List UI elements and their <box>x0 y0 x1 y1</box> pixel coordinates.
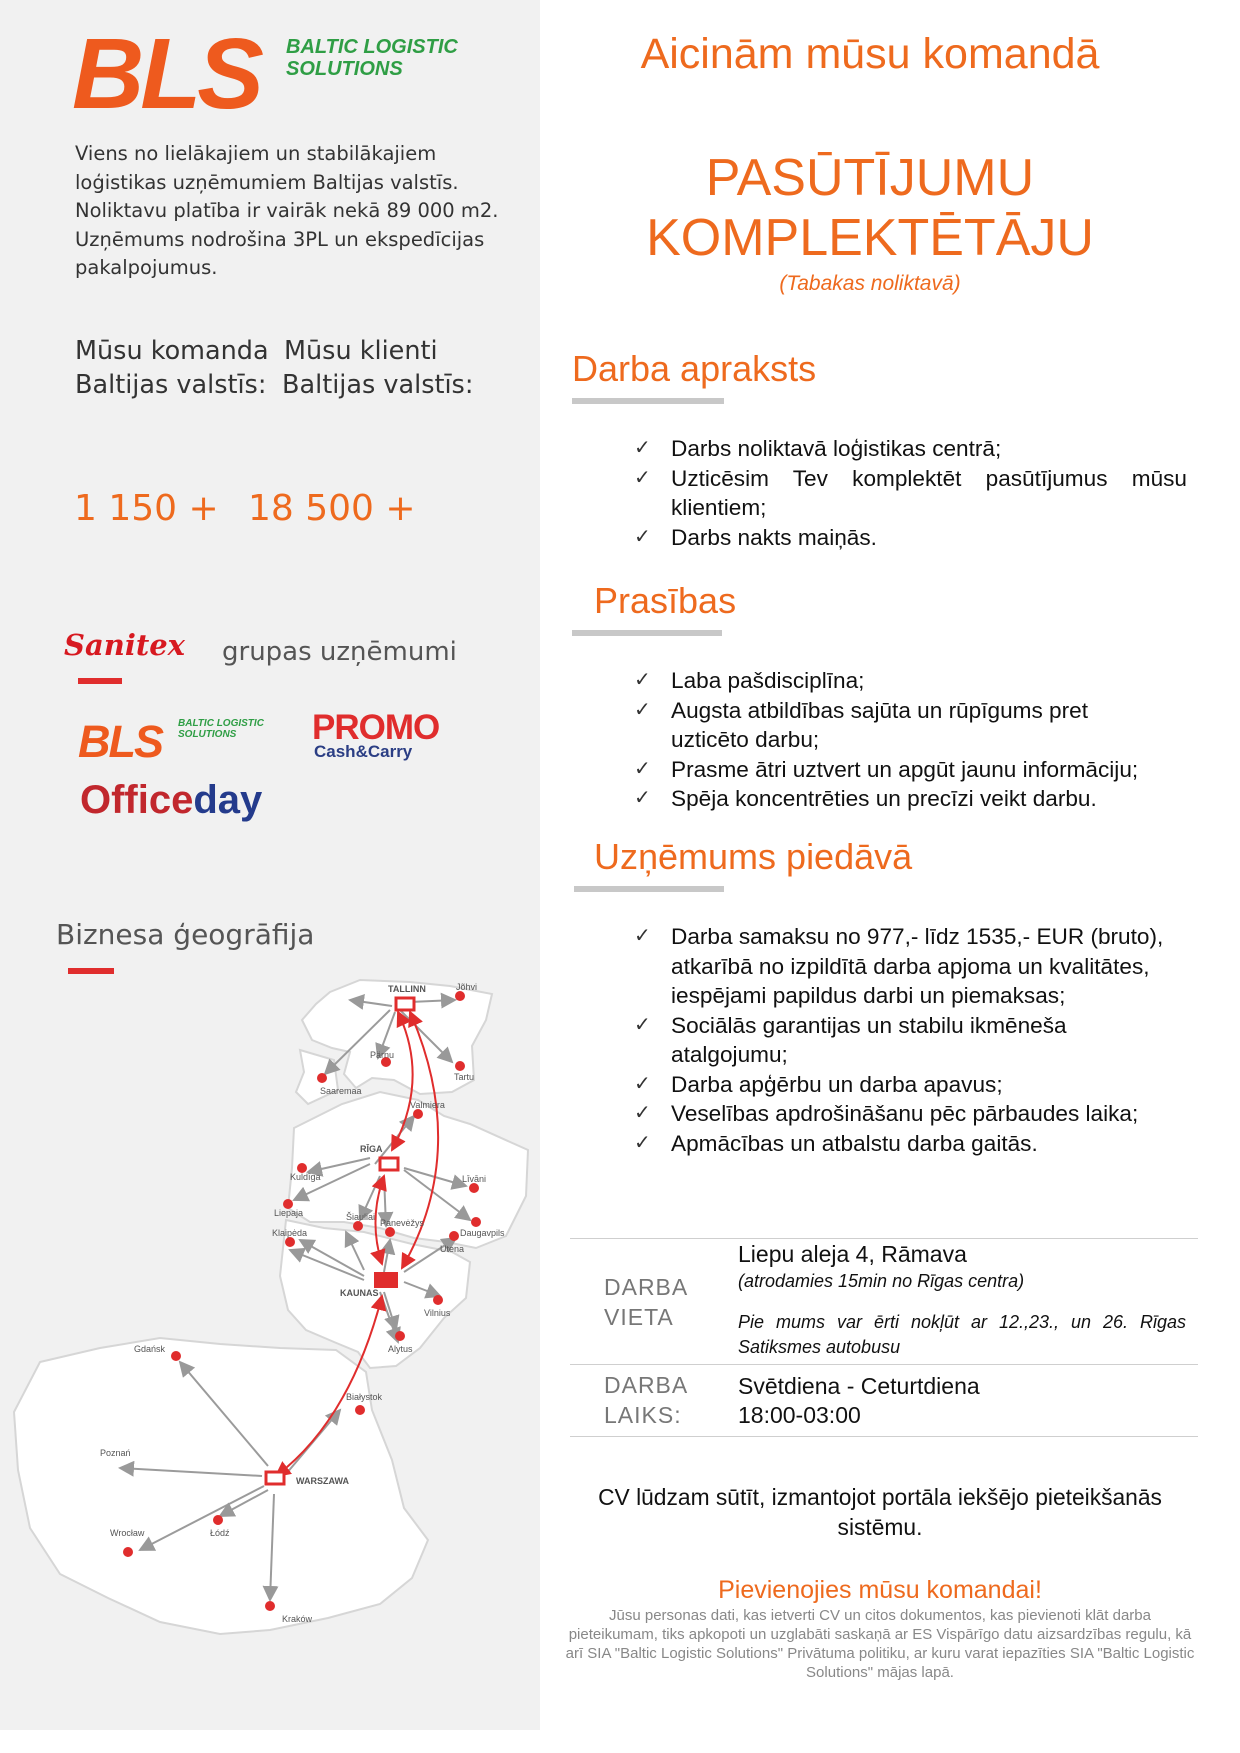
poland-shape <box>14 1338 428 1634</box>
bls-logo: BLS <box>72 18 260 130</box>
check-icon: ✓ <box>634 466 651 489</box>
bls-logo-subtitle: BALTIC LOGISTIC SOLUTIONS <box>286 36 458 80</box>
svg-text:Daugavpils: Daugavpils <box>460 1228 505 1238</box>
officeday-logo: Officeday <box>80 778 263 822</box>
section-divider <box>572 630 722 636</box>
check-icon: ✓ <box>634 757 651 780</box>
check-icon: ✓ <box>634 1131 651 1154</box>
svg-text:Wrocław: Wrocław <box>110 1528 145 1538</box>
workplace-label: DARBA VIETA <box>604 1274 689 1330</box>
check-icon: ✓ <box>634 1102 651 1124</box>
list-item: ✓ Augsta atbildības sajūta un rūpīgums pret uzticēto darbu; <box>634 697 1088 752</box>
cv-instructions: CV lūdzam sūtīt, izmantojot portāla iekšējo pieteikšanās sistēmu. <box>598 1484 1162 1540</box>
list-item: ✓ Darbs nakts maiņās. <box>634 523 1187 553</box>
svg-text:Pärnu: Pärnu <box>370 1050 395 1060</box>
page-title: Aicinām mūsu komandā <box>640 30 1100 78</box>
svg-text:RĪGA: RĪGA <box>360 1144 383 1154</box>
offer-list <box>634 922 1174 1158</box>
company-intro: Viens no lielākajiem un stabilākajiem loģistikas uzņēmumiem Baltijas valstīs. Noliktavu platība ir vairāk nekā 89 000 m2. Uzņēmums nodrošina 3PL un ekspedīcijas pakalpojumus. <box>75 142 499 279</box>
check-icon: ✓ <box>634 437 651 459</box>
worktime-details: Svētdiena - Ceturtdiena 18:00-03:00 <box>738 1373 980 1428</box>
section-heading-job-description: Darba apraksts <box>572 348 817 389</box>
check-icon: ✓ <box>634 698 651 721</box>
job-description-list <box>634 434 1187 552</box>
geography-title: Biznesa ģeogrāfija <box>56 918 315 951</box>
list-item: ✓ Prasme ātri uztvert un apgūt jaunu informāciju; <box>634 755 1194 785</box>
kaunas-hub <box>374 1272 398 1288</box>
svg-text:Šiauliai: Šiauliai <box>346 1212 376 1222</box>
clients-stat-value: 18 500 + <box>248 488 416 529</box>
svg-text:Panevėžys: Panevėžys <box>380 1218 425 1228</box>
svg-text:Jõhvi: Jõhvi <box>456 982 478 992</box>
list-item: ✓ Darba samaksu no 977,- līdz 1535,- EUR (bruto), atkarībā no izpildītā darba apjoma un kvalitātes, iespējami papildus darbi un piemaksas; <box>634 924 1164 1008</box>
riga-hub <box>380 1158 398 1170</box>
bls-company-logo: BLS <box>78 716 162 767</box>
section-heading-offer: Uzņēmums piedāvā <box>594 836 913 877</box>
svg-text:Liepaja: Liepaja <box>274 1208 304 1218</box>
sanitex-logo: Sanitex <box>64 628 185 662</box>
position-title: PASŪTĪJUMU KOMPLEKTĒTĀJU <box>646 149 1094 267</box>
svg-text:KAUNAS: KAUNAS <box>340 1288 379 1298</box>
check-icon: ✓ <box>634 787 651 809</box>
list-item: ✓ Spēja koncentrēties un precīzi veikt darbu. <box>634 784 1194 814</box>
check-icon: ✓ <box>634 1013 651 1036</box>
team-stat-value: 1 150 + <box>74 488 219 529</box>
check-icon: ✓ <box>634 925 651 947</box>
svg-text:Alytus: Alytus <box>388 1344 413 1354</box>
list-item: ✓ Darbs noliktavā loģistikas centrā; <box>634 434 1187 464</box>
bls-company-logo-subtitle: BALTIC LOGISTIC SOLUTIONS <box>178 718 264 740</box>
svg-text:TALLINN: TALLINN <box>388 984 426 994</box>
svg-text:Klaipėda: Klaipėda <box>272 1228 308 1238</box>
workplace-details: Liepu aleja 4, Rāmava (atrodamies 15min no Rīgas centra) Pie mums var ērti nokļūt ar 12.,23., un 26. Rīgas Satiksmes autobusu <box>738 1241 1186 1357</box>
check-icon: ✓ <box>634 525 651 548</box>
table-divider <box>570 1364 1198 1365</box>
red-divider <box>78 678 122 684</box>
svg-text:Saaremaa: Saaremaa <box>320 1086 362 1096</box>
warszawa-hub <box>266 1472 284 1484</box>
svg-text:Tartu: Tartu <box>454 1072 475 1082</box>
team-stat-label: Mūsu komanda Baltijas valstīs: <box>75 336 269 400</box>
promo-logo-subtitle: Cash&Carry <box>314 742 413 761</box>
clients-stat-label: Mūsu klienti Baltijas valstīs: <box>282 336 474 400</box>
list-item: ✓ Apmācības un atbalstu darba gaitās. <box>634 1129 1174 1159</box>
promo-logo: PROMO <box>312 708 440 747</box>
svg-text:Białystok: Białystok <box>346 1392 383 1402</box>
worktime-label: DARBA LAIKS: <box>604 1372 689 1428</box>
svg-text:Utena: Utena <box>440 1244 465 1254</box>
requirements-list <box>634 666 1194 814</box>
table-divider <box>570 1238 1198 1239</box>
svg-text:Līvāni: Līvāni <box>462 1174 487 1184</box>
svg-text:WARSZAWA: WARSZAWA <box>296 1476 349 1486</box>
privacy-notice: Jūsu personas dati, kas ietverti CV un citos dokumentos, kas pievienoti klāt darba pieteikumam, tiks apkopoti un uzglabāti saskaņā ar ES Vispārīgo datu aizsardzības regulu, kā arī SIA "Baltic Logistic Solutions" Privātuma politiku, ar kuru varat iepazīties SIA "Baltic Logistic Solutions" mājas lapā. <box>565 1607 1195 1681</box>
group-companies-label: grupas uzņēmumi <box>222 637 457 667</box>
list-item: ✓ Sociālās garantijas un stabilu ikmēneša atalgojumu; <box>634 1012 1067 1067</box>
section-heading-requirements: Prasības <box>594 580 737 621</box>
business-map <box>0 960 540 1640</box>
list-item: ✓ Uzticēsim Tev komplektēt pasūtījumus mūsu klientiem; <box>634 465 1187 520</box>
svg-text:Kuldīga: Kuldīga <box>290 1172 321 1182</box>
tallinn-hub <box>396 998 414 1010</box>
table-divider <box>570 1436 1198 1437</box>
join-team-cta: Pievienojies mūsu komandai! <box>718 1576 1042 1604</box>
check-icon: ✓ <box>634 669 651 691</box>
section-divider <box>574 886 724 892</box>
section-divider <box>572 398 724 404</box>
svg-text:Vilnius: Vilnius <box>424 1308 451 1318</box>
list-item: ✓ Laba pašdisciplīna; <box>634 666 1194 696</box>
list-item: ✓ Veselības apdrošināšanu pēc pārbaudes laika; <box>634 1099 1151 1129</box>
svg-text:Valmiera: Valmiera <box>410 1100 445 1110</box>
svg-text:Łódź: Łódź <box>210 1528 230 1538</box>
list-item: ✓ Darba apģērbu un darba apavus; <box>634 1070 1174 1100</box>
check-icon: ✓ <box>634 1072 651 1095</box>
position-subtitle: (Tabakas noliktavā) <box>779 272 961 295</box>
svg-text:Kraków: Kraków <box>282 1614 313 1624</box>
svg-text:Poznań: Poznań <box>100 1448 131 1458</box>
svg-text:Gdańsk: Gdańsk <box>134 1344 166 1354</box>
